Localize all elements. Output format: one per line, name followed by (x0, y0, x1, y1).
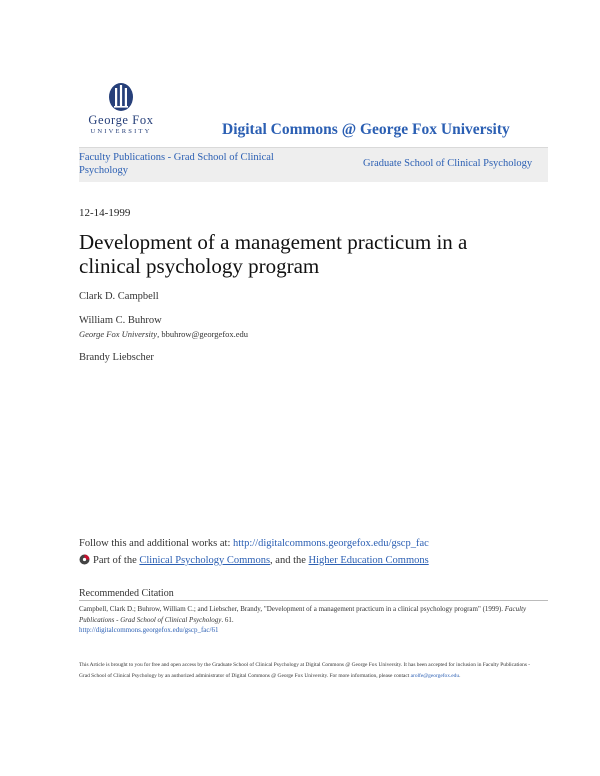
author-institution: George Fox University (79, 329, 158, 339)
citation-heading: Recommended Citation (79, 588, 174, 599)
logo-name-line2: UNIVERSITY (90, 128, 152, 135)
citation-body (79, 604, 534, 636)
footer-text: This Article is brought to you for free and open access by the Graduate School of Clinical Psychology at Digital Commons @ George Fox University. It has been accepted for inclusion in Faculty Publications - Grad School of Clinical Psychology by an authorized administrator of Digital Commons @ George Fox University. For more information, please contact (79, 662, 531, 679)
footer-end: . (459, 673, 461, 679)
follow-text: Follow this and additional works at: (79, 538, 233, 549)
citation-suffix: . 61. (221, 615, 234, 624)
publication-date: 12-14-1999 (79, 207, 131, 219)
author-name: Clark D. Campbell (79, 291, 159, 302)
collection-url-link[interactable]: http://digitalcommons.georgefox.edu/gscp_fac (233, 538, 429, 549)
author-name: William C. Buhrow (79, 315, 162, 326)
george-fox-seal-icon (108, 82, 134, 112)
author-name: Brandy Liebscher (79, 352, 154, 363)
author-email: , bbuhrow@georgefox.edu (157, 329, 249, 339)
clinical-psychology-commons-link[interactable]: Clinical Psychology Commons (139, 555, 271, 566)
network-icon (79, 554, 90, 568)
logo-name-line1: George Fox (88, 113, 154, 127)
breadcrumb-graduate-school[interactable]: Graduate School of Clinical Psychology (363, 158, 533, 169)
citation-journal: Faculty Publications - Grad School of Clinical Psychology (79, 605, 527, 624)
breadcrumb-faculty-publications[interactable]: Faculty Publications - Grad School of Clinical Psychology (79, 152, 274, 176)
part-of-prefix: Part of the (93, 555, 140, 566)
site-title-link[interactable]: Digital Commons @ George Fox University (222, 121, 510, 138)
part-of-line (79, 554, 429, 568)
contact-email-link[interactable]: arolfe@georgefox.edu (410, 673, 460, 679)
higher-education-commons-link[interactable]: Higher Education Commons (308, 555, 429, 566)
citation-url-link[interactable]: http://digitalcommons.georgefox.edu/gscp_fac/61 (79, 626, 219, 634)
author-affiliation (79, 329, 248, 339)
footer-notice (79, 660, 534, 682)
university-logo (78, 82, 164, 138)
article-title: Development of a management practicum in a clinical psychology program (79, 230, 468, 278)
part-of-middle: , and the (270, 555, 309, 566)
follow-line (79, 538, 429, 549)
citation-text: Campbell, Clark D.; Buhrow, William C.; and Liebscher, Brandy, "Development of a management practicum in a clinical psychology program" (1999). (79, 605, 505, 613)
citation-divider (79, 600, 548, 601)
